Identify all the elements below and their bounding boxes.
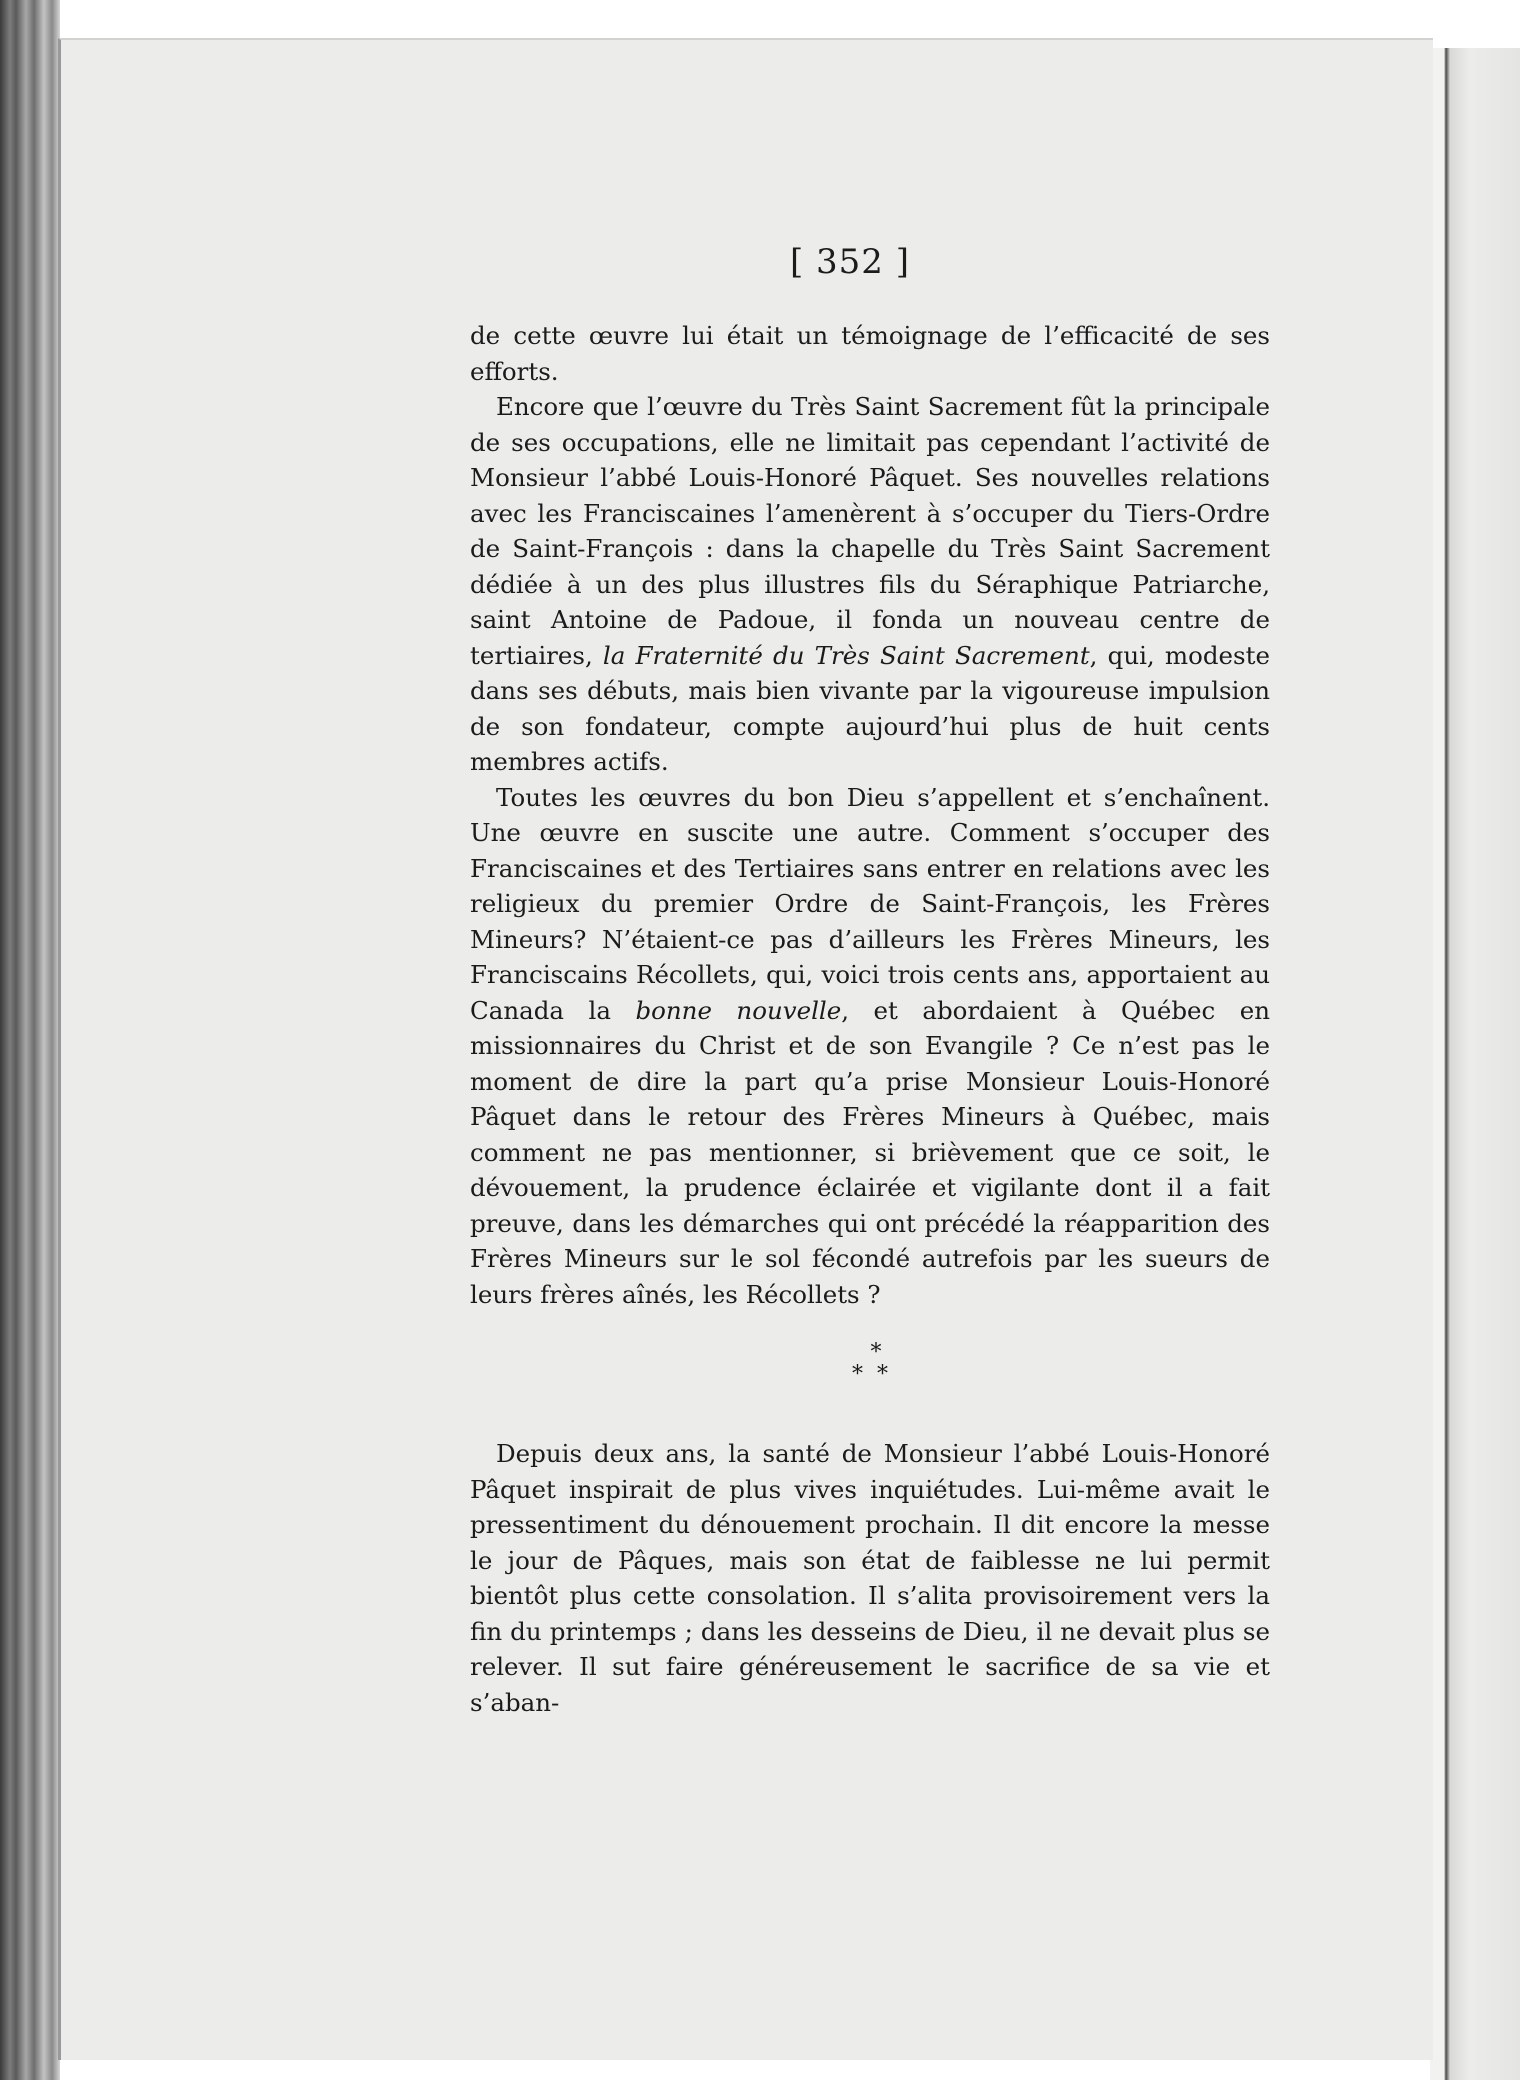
asterism-top-star: * [870, 1340, 882, 1365]
fraternite-title: la Fraternité du Très Saint Sacrement [602, 640, 1090, 670]
body-text [470, 318, 1270, 1720]
asterism-ornament [470, 1342, 1270, 1392]
bonne-nouvelle-phrase: bonne nouvelle [635, 995, 842, 1025]
paragraph-freres-mineurs: Toutes les œuvres du bon Dieu s’appellent et s’enchaînent. Une œuvre en suscite une autre. Comment s’occuper des Franciscaines et des Tertiaires sans entrer en relations avec les religieux du premier Ordre de Saint-François, les Frères Mineurs? N’étaient-ce pas d’ailleurs les Frères Mineurs, les Franciscains Récollets, qui, voici trois cents ans, apportaient au Canada la bonne nouvelle, et abordaient à Québec en missionnaires du Christ et de son Evangile ? Ce n’est pas le moment de dire la part qu’a prise Monsieur Louis-Honoré Pâquet dans le retour des Frères Mineurs à Québec, mais comment ne pas mentionner, si brièvement que ce soit, le dévouement, la prudence éclairée et vigilante dont il a fait preuve, dans les démarches qui ont précédé la réapparition des Frères Mineurs sur le sol fécondé autrefois par les sueurs de leurs frères aînés, les Récollets ? [470, 782, 1270, 1309]
paragraph-tertiaires: Encore que l’œuvre du Très Saint Sacrement fût la principale de ses occupations, elle ne limitait pas cependant l’activité de Monsieur l’abbé Louis-Honoré Pâquet. Ses nouvelles relations avec les Franciscaines l’amenèrent à s’occuper du Tiers-Ordre de Saint-François : dans la chapelle du Très Saint Sacrement dédiée à un des plus illustres fils du Séraphique Patriarche, saint Antoine de Padoue, il fonda un nouveau centre de tertiaires, la Fraternité du Très Saint Sacrement, qui, modeste dans ses débuts, mais bien vivante par la vigoureuse impulsion de son fondateur, compte aujourd’hui plus de huit cents membres actifs. [470, 392, 1270, 776]
page-number: [ 352 ] [789, 242, 911, 282]
right-facing-page-edge [1430, 48, 1520, 2080]
asterism-bottom-stars: ** [852, 1362, 902, 1387]
paragraph-maladie: Depuis deux ans, la santé de Monsieur l’abbé Louis-Honoré Pâquet inspirait de plus vives inquiétudes. Lui-même avait le pressentiment du dénouement prochain. Il dit encore la messe le jour de Pâques, mais son état de faiblesse ne lui permit bientôt plus cette consolation. Il s’alita provisoirement vers la fin du printemps ; dans les desseins de Dieu, il ne devait plus se relever. Il sut faire généreusement le sacrifice de sa vie et s’aban- [470, 1439, 1270, 1717]
left-page-stack-edge [0, 0, 60, 2080]
paragraph-continuation: de cette œuvre lui était un témoignage de l’efficacité de ses efforts. [470, 321, 1270, 386]
